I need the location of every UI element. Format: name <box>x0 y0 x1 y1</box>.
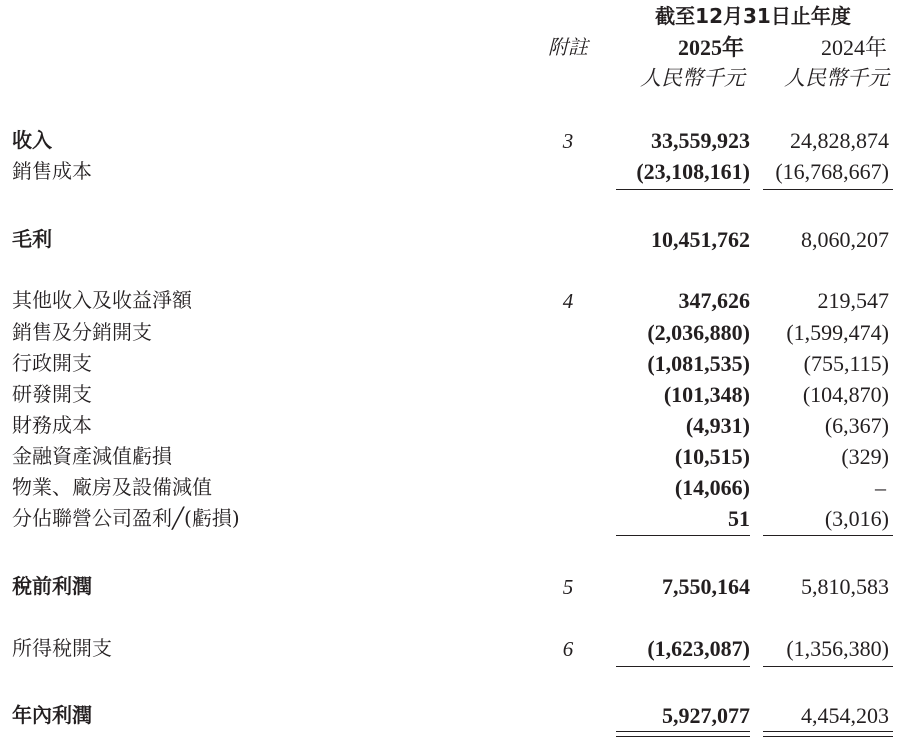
row-prior-cost-of-sales: (16,768,667) <box>775 159 889 184</box>
row-prior-rnd-expenses: (104,870) <box>802 382 889 407</box>
row-note-other-income: 4 <box>562 289 574 313</box>
row-current-impairment-financial-assets: (10,515) <box>674 444 750 469</box>
period-header: 截至12月31日止年度 <box>655 4 851 28</box>
row-prior-other-income: 219,547 <box>817 288 889 313</box>
row-current-gross-profit: 10,451,762 <box>651 227 750 252</box>
row-current-rnd-expenses: (101,348) <box>663 382 750 407</box>
row-note-income-tax: 6 <box>562 637 574 661</box>
net-rule-prior <box>763 666 893 667</box>
note-column-header: 附註 <box>548 35 588 59</box>
row-prior-revenue: 24,828,874 <box>790 128 889 153</box>
row-current-admin-expenses: (1,081,535) <box>647 351 750 376</box>
row-current-profit-for-year: 5,927,077 <box>662 703 750 728</box>
net-rule-current <box>616 666 750 667</box>
row-label-profit-before-tax: 稅前利潤 <box>12 574 92 598</box>
subtotal-rule-current <box>616 189 750 190</box>
row-label-profit-for-year: 年內利潤 <box>12 703 92 727</box>
row-current-cost-of-sales: (23,108,161) <box>636 159 750 184</box>
row-label-selling-expenses: 銷售及分銷開支 <box>12 320 152 344</box>
row-prior-profit-before-tax: 5,810,583 <box>801 574 889 599</box>
row-prior-share-of-associates: (3,016) <box>824 506 889 531</box>
row-current-share-of-associates: 51 <box>728 506 750 531</box>
row-label-finance-costs: 財務成本 <box>12 413 92 437</box>
row-label-impairment-financial-assets: 金融資產減值虧損 <box>12 444 172 468</box>
double-rule-prior-bottom <box>763 736 893 737</box>
row-prior-impairment-financial-assets: (329) <box>841 444 889 469</box>
pretax-rule-prior <box>763 535 893 536</box>
row-current-selling-expenses: (2,036,880) <box>647 320 750 345</box>
double-rule-current-top <box>616 731 750 732</box>
row-label-impairment-ppe: 物業、廠房及設備減值 <box>12 475 212 499</box>
row-current-other-income: 347,626 <box>678 288 750 313</box>
row-current-profit-before-tax: 7,550,164 <box>662 574 750 599</box>
current-year-header: 2025年 <box>677 35 744 60</box>
row-current-finance-costs: (4,931) <box>685 413 750 438</box>
row-prior-income-tax: (1,356,380) <box>786 636 889 661</box>
row-prior-impairment-ppe: – <box>875 475 886 500</box>
row-label-income-tax: 所得稅開支 <box>12 636 112 660</box>
row-label-cost-of-sales: 銷售成本 <box>12 159 92 183</box>
row-note-revenue: 3 <box>562 129 574 153</box>
row-prior-gross-profit: 8,060,207 <box>801 227 889 252</box>
row-current-impairment-ppe: (14,066) <box>674 475 750 500</box>
current-unit-header: 人民幣千元 <box>640 66 745 90</box>
row-label-revenue: 收入 <box>12 128 52 152</box>
row-current-income-tax: (1,623,087) <box>647 636 750 661</box>
double-rule-current-bottom <box>616 736 750 737</box>
row-note-profit-before-tax: 5 <box>562 575 574 599</box>
row-prior-selling-expenses: (1,599,474) <box>786 320 889 345</box>
row-label-other-income: 其他收入及收益淨額 <box>12 288 192 312</box>
prior-unit-header: 人民幣千元 <box>784 66 889 90</box>
row-prior-admin-expenses: (755,115) <box>803 351 889 376</box>
row-prior-finance-costs: (6,367) <box>824 413 889 438</box>
subtotal-rule-prior <box>763 189 893 190</box>
row-label-rnd-expenses: 研發開支 <box>12 382 92 406</box>
row-prior-profit-for-year: 4,454,203 <box>801 703 889 728</box>
row-label-share-of-associates: 分佔聯營公司盈利╱(虧損) <box>12 506 240 530</box>
row-current-revenue: 33,559,923 <box>651 128 750 153</box>
row-label-gross-profit: 毛利 <box>12 227 52 251</box>
prior-year-header: 2024年 <box>820 35 887 60</box>
pretax-rule-current <box>616 535 750 536</box>
row-label-admin-expenses: 行政開支 <box>12 351 92 375</box>
double-rule-prior-top <box>763 731 893 732</box>
